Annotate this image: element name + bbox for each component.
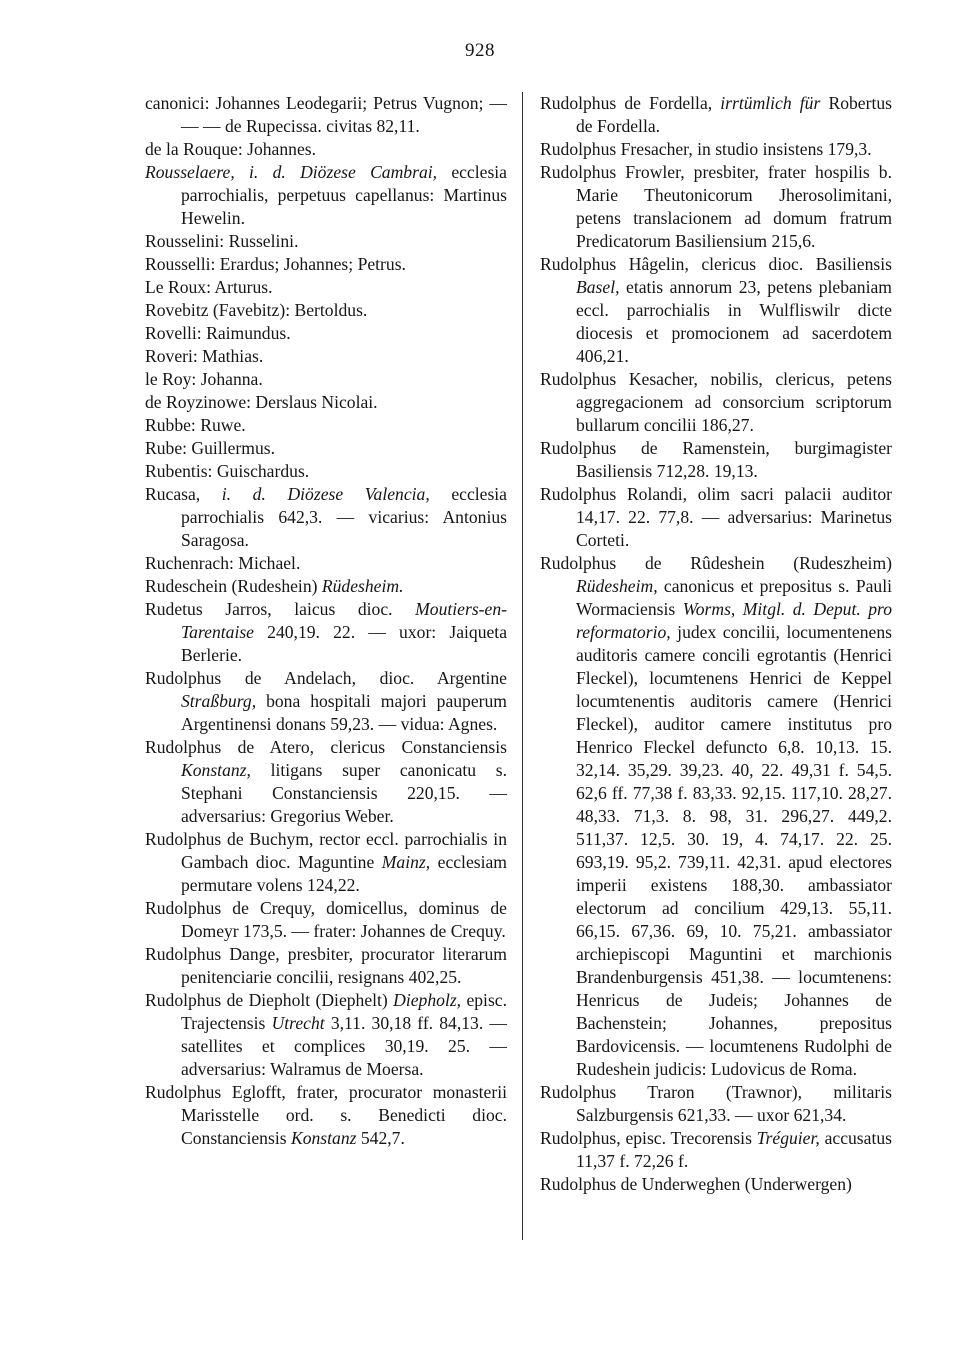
- index-entry-text: Rousselli: Erardus; Johannes; Petrus.: [145, 254, 406, 274]
- index-entry-text: Rudolphus Eglofft, frater, procurator monasterii Marisstelle ord. s. Benedicti dioc. Constanciensis: [145, 1082, 507, 1148]
- index-entry: [145, 138, 507, 161]
- index-entry: [145, 989, 507, 1081]
- index-entry: [145, 943, 507, 989]
- index-entry: [145, 253, 507, 276]
- index-entry: [540, 138, 892, 161]
- index-entry-text: Rudolphus Frowler, presbiter, frater hospilis b. Marie Theutonicorum Jherosolimitani, petens translacionem ad domum fratrum Predicatorum Basiliensium 215,6.: [540, 162, 892, 251]
- index-entry-text: Rudolphus Kesacher, nobilis, clericus, petens aggregacionem ad consorcium scriptorum bullarum concilii 186,27.: [540, 369, 892, 435]
- index-entry-text: Rudolphus de Diepholt (Diephelt): [145, 990, 394, 1010]
- index-entry-italic-text: Rüdesheim,: [576, 576, 658, 596]
- index-entry: [145, 897, 507, 943]
- index-entry-text: Rudolphus de Underweghen (Underwergen): [540, 1174, 852, 1194]
- index-entry-italic-text: Worms, Mitgl. d. Deput. pro reformatorio,: [576, 599, 892, 642]
- index-entry-italic-text: Rousselaere, i. d. Diözese Cambrai,: [145, 162, 438, 182]
- index-entry-text: 542,7.: [356, 1128, 405, 1148]
- index-entry-text: Rudolphus de Fordella,: [540, 93, 721, 113]
- index-entry-text: Rovelli: Raimundus.: [145, 323, 291, 343]
- index-entry: [540, 483, 892, 552]
- index-entry-italic-text: Utrecht: [271, 1013, 325, 1033]
- index-entry-text: Rube: Guillermus.: [145, 438, 275, 458]
- index-entry-text: Roveri: Mathias.: [145, 346, 264, 366]
- index-entry-text: Rudolphus Dange, presbiter, procurator literarum penitenciarie concilii, resignans 402,25.: [145, 944, 507, 987]
- index-entry-italic-text: irrtümlich für: [720, 93, 821, 113]
- column-divider: [522, 92, 523, 1240]
- index-entry: [540, 161, 892, 253]
- index-entry: [145, 575, 507, 598]
- index-entry-italic-text: Tréguier,: [756, 1128, 820, 1148]
- index-entry-text: Rucasa,: [145, 484, 222, 504]
- index-entry-text: Rudetus Jarros, laicus dioc.: [145, 599, 416, 619]
- index-entry-text: de Royzinowe: Derslaus Nicolai.: [145, 392, 378, 412]
- index-entry: [145, 299, 507, 322]
- index-entry-text: Rovebitz (Favebitz): Bertoldus.: [145, 300, 368, 320]
- index-entry: [540, 92, 892, 138]
- index-entry-text: Rudolphus de Atero, clericus Constanciensis: [145, 737, 507, 757]
- index-entry-text: canonici: Johannes Leodegarii; Petrus Vugnon; — — — de Rupecissa. civitas 82,11.: [145, 93, 507, 136]
- index-entry: [145, 92, 507, 138]
- index-entry: [145, 322, 507, 345]
- index-entry-text: episc. Trajectensis: [181, 990, 507, 1033]
- index-entry: [540, 368, 892, 437]
- index-entry-text: Le Roux: Arturus.: [145, 277, 273, 297]
- index-entry: [540, 1173, 892, 1196]
- index-entry-italic-text: Straßburg,: [181, 691, 257, 711]
- index-entry-text: Rudolphus Fresacher, in studio insistens 179,3.: [540, 139, 872, 159]
- index-entry: [145, 1081, 507, 1150]
- index-entry: [145, 736, 507, 828]
- index-entry-text: canonicus et prepositus s. Pauli Wormaciensis: [576, 576, 892, 619]
- index-entry: [145, 230, 507, 253]
- index-entry-text: Rudolphus de Ramenstein, burgimagister Basiliensis 712,28. 19,13.: [540, 438, 892, 481]
- index-entry-text: ecclesia parrochialis 642,3. — vicarius: Antonius Saragosa.: [181, 484, 507, 550]
- index-entry-text: judex concilii, locumentenens auditoris camere concili egrotantis (Henrici Fleckel), locumtenens Henrici de Keppel locumtenentis auditoris camere (Henrici Fleckel), auditor camere institutus pro Henrico Fleckel defuncto 6,8. 10,13. 15. 32,14. 35,29. 39,23. 40, 22. 49,31 f. 54,5. 62,6 ff. 77,38 f. 83,33. 92,15. 117,10. 28,27. 48,33. 71,3. 8. 98, 31. 296,27. 449,2. 511,37. 12,5. 30. 19, 4. 74,17. 22. 25. 693,19. 95,2. 739,11. 42,31. apud electores imperii existens 188,30. ambassiator electorum ad concilium 429,13. 55,11. 66,15. 67,36. 69, 10. 75,21. ambassiator archiepiscopi Maguntini et marchionis Brandenburgensis 451,38. — locumtenens: Henricus de Judeis; Johannes de Bachenstein; Johannes, prepositus Bardovicensis. — locumtenens Rudolphi de Rudeshein judicis: Ludovicus de Roma.: [576, 622, 892, 1079]
- index-entry-italic-text: i. d. Diözese Valencia,: [221, 484, 430, 504]
- index-entry-text: Robertus de Fordella.: [576, 93, 892, 136]
- index-entry-text: Rudeschein (Rudeshein): [145, 576, 322, 596]
- index-entry-text: Rubbe: Ruwe.: [145, 415, 246, 435]
- index-entry: [145, 483, 507, 552]
- index-entry-text: le Roy: Johanna.: [145, 369, 263, 389]
- index-entry-text: Rudolphus, episc. Trecorensis: [540, 1128, 757, 1148]
- index-entry: [145, 276, 507, 299]
- index-entry-text: Rudolphus de Buchym, rector eccl. parrochialis in Gambach dioc. Maguntine: [145, 829, 507, 872]
- index-entry-text: Rudolphus de Crequy, domicellus, dominus de Domeyr 173,5. — frater: Johannes de Crequy.: [145, 898, 507, 941]
- index-entry-italic-text: Basel,: [576, 277, 620, 297]
- index-entry: [540, 552, 892, 1081]
- index-entry-italic-text: Moutiers-en-Tarentaise: [181, 599, 507, 642]
- index-entry-text: Rudolphus Hâgelin, clericus dioc. Basiliensis: [540, 254, 892, 274]
- index-entry: [145, 598, 507, 667]
- page-number: 928: [465, 40, 495, 61]
- index-entry-text: accusatus 11,37 f. 72,26 f.: [576, 1128, 892, 1171]
- index-entry: [145, 667, 507, 736]
- index-entry-text: 240,19. 22. — uxor: Jaiqueta Berlerie.: [181, 622, 507, 665]
- index-entry-text: etatis annorum 23, petens plebaniam eccl. parrochialis in Wulfliswilr dicte diocesis et promocionem ad sacerdotem 406,21.: [576, 277, 892, 366]
- index-entry: [145, 460, 507, 483]
- index-entry-text: 3,11. 30,18 ff. 84,13. — satellites et complices 30,19. 25. — adversarius: Walramus de Moersa.: [181, 1013, 507, 1079]
- index-entry: [540, 1127, 892, 1173]
- index-entry: [145, 552, 507, 575]
- index-entry-text: Rudolphus de Andelach, dioc. Argentine: [145, 668, 507, 688]
- index-entry-italic-text: Mainz,: [381, 852, 431, 872]
- index-entry-text: Rousselini: Russelini.: [145, 231, 299, 251]
- index-entry: [145, 414, 507, 437]
- index-entry-italic-text: Diepholz,: [393, 990, 462, 1010]
- index-entry-text: Rubentis: Guischardus.: [145, 461, 310, 481]
- index-entry: [540, 1081, 892, 1127]
- index-entry: [145, 161, 507, 230]
- index-entry: [540, 437, 892, 483]
- index-entry: [145, 391, 507, 414]
- index-entry-text: litigans super canonicatu s. Stephani Constanciensis 220,15. — adversarius: Gregorius Weber.: [181, 760, 507, 826]
- index-entry-italic-text: Konstanz,: [181, 760, 251, 780]
- index-column-right: [540, 92, 892, 1196]
- index-entry: [145, 368, 507, 391]
- index-entry-text: Rudolphus Rolandi, olim sacri palacii auditor 14,17. 22. 77,8. — adversarius: Marinetus Corteti.: [540, 484, 892, 550]
- index-entry: [145, 345, 507, 368]
- index-entry-text: ecclesia parrochialis, perpetuus capellanus: Martinus Hewelin.: [181, 162, 507, 228]
- index-entry-italic-text: Rüdesheim.: [321, 576, 404, 596]
- index-entry: [145, 437, 507, 460]
- index-entry: [145, 828, 507, 897]
- index-column-left: [145, 92, 507, 1150]
- index-entry-text: Rudolphus Traron (Trawnor), militaris Salzburgensis 621,33. — uxor 621,34.: [540, 1082, 892, 1125]
- index-entry-text: ecclesiam permutare volens 124,22.: [181, 852, 507, 895]
- index-entry-italic-text: Konstanz: [290, 1128, 357, 1148]
- index-entry-text: de la Rouque: Johannes.: [145, 139, 317, 159]
- index-entry-text: bona hospitali majori pauperum Argentinensi donans 59,23. — vidua: Agnes.: [181, 691, 507, 734]
- index-entry: [540, 253, 892, 368]
- index-entry-text: Rudolphus de Rûdeshein (Rudeszheim): [540, 553, 892, 573]
- index-entry-text: Ruchenrach: Michael.: [145, 553, 301, 573]
